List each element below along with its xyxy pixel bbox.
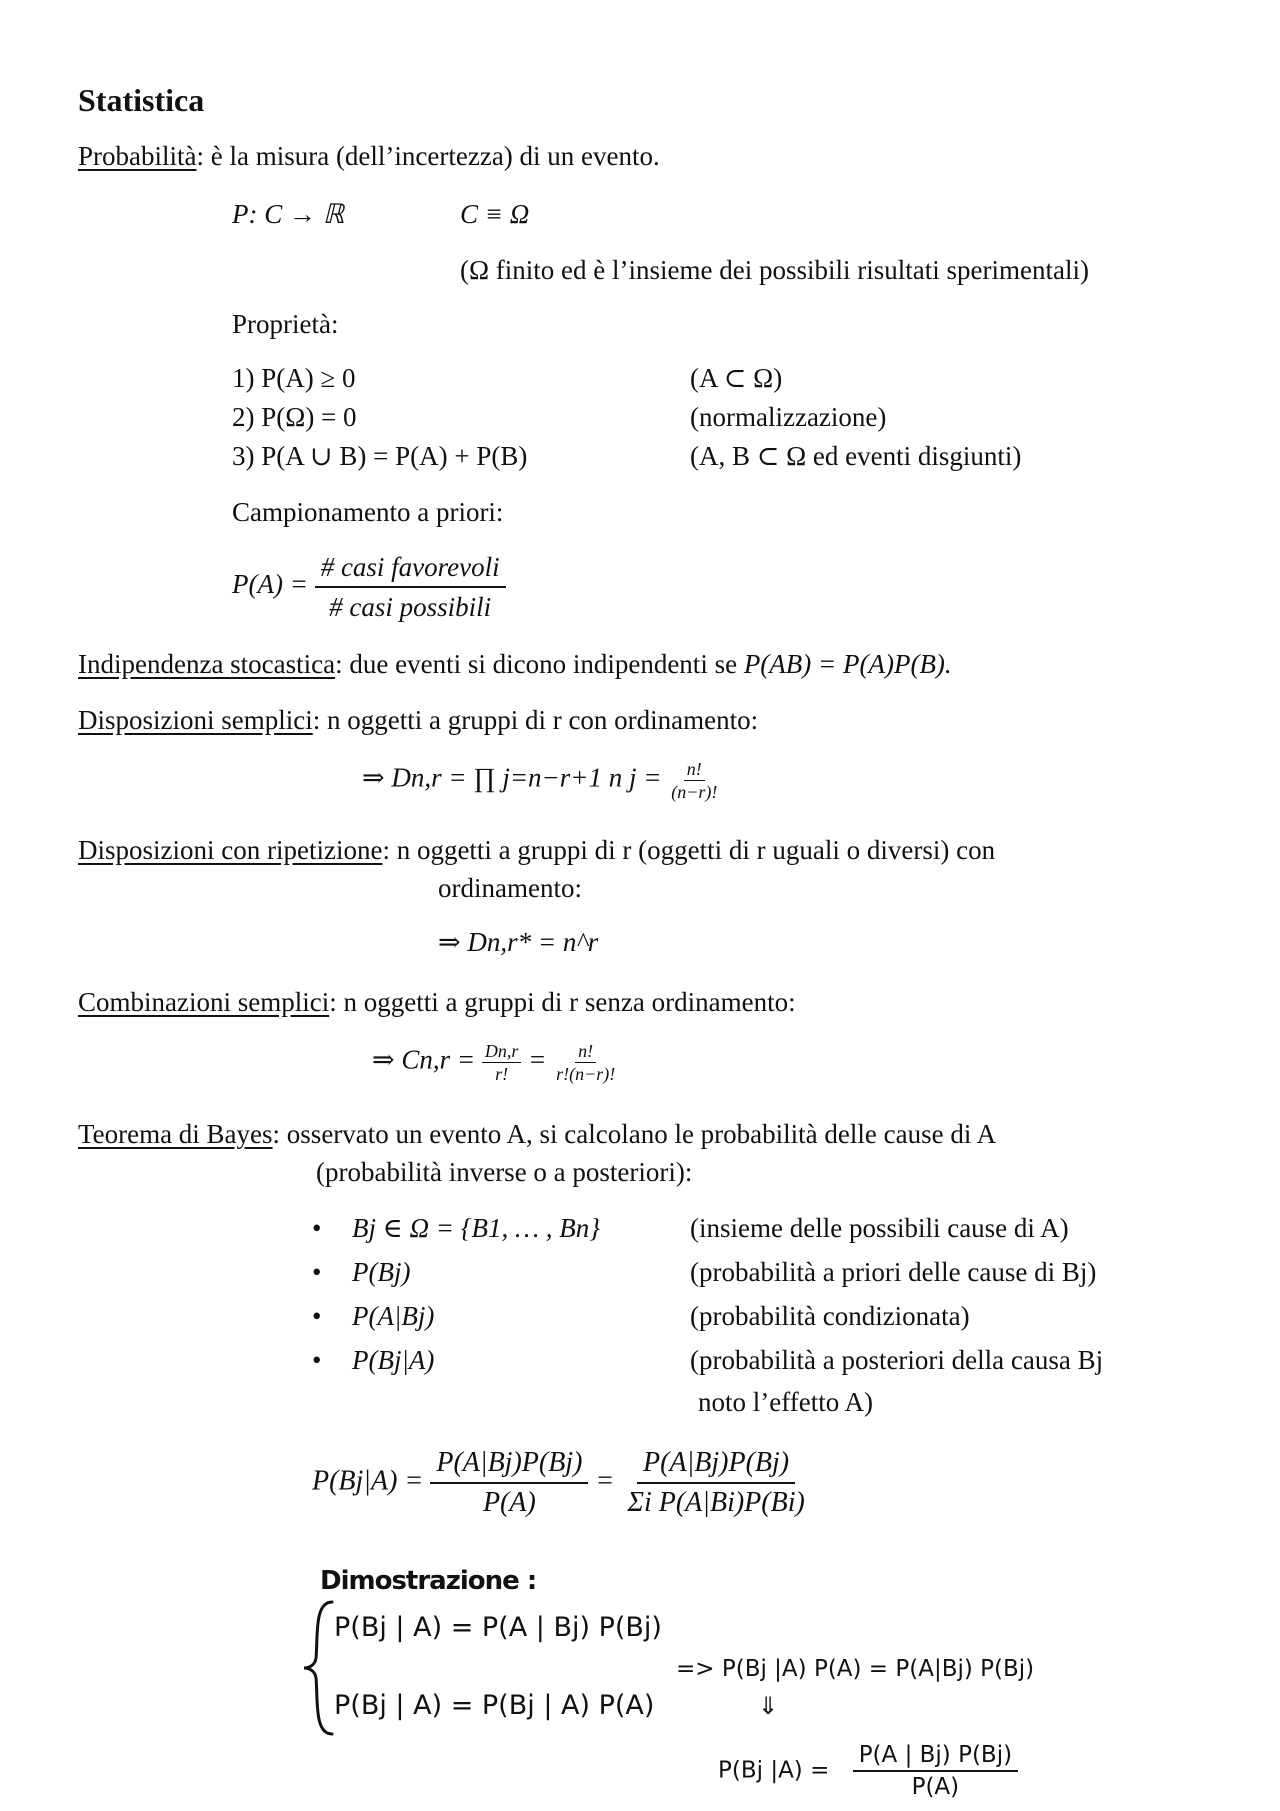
- independence-formula: P(AB) = P(A)P(B).: [743, 649, 952, 679]
- bayes-item-4-formula: P(Bj|A): [352, 1345, 435, 1375]
- simple-dispositions-definition: [78, 704, 758, 736]
- independence-def-text: : due eventi si dicono indipendenti se: [335, 649, 744, 679]
- proof-result: [718, 1740, 1018, 1802]
- bayes-term: Teorema di Bayes: [78, 1119, 273, 1149]
- properties-label: Proprietà:: [232, 309, 339, 339]
- pa-lhs: P(A) =: [232, 569, 308, 600]
- bayes-lhs: P(Bj|A) =: [312, 1465, 424, 1497]
- proof-result-numerator: P(A | Bj) P(Bj): [853, 1740, 1018, 1772]
- bayes-item-2-formula: P(Bj): [352, 1257, 411, 1287]
- bayes-item-3-note: (probabilità condizionata): [690, 1301, 970, 1331]
- bayes-item-1-bullet: •: [312, 1213, 322, 1243]
- proof-implication: => P(Bj |A) P(A) = P(A|Bj) P(Bj): [676, 1656, 1035, 1682]
- independence-definition: [78, 648, 952, 680]
- simple-dispositions-formula: [362, 758, 720, 803]
- combinations-fraction-1: [482, 1040, 522, 1085]
- repeat-dispositions-def-text: : n oggetti a gruppi di r (oggetti di r uguali o diversi) con: [382, 835, 996, 865]
- bayes-formula: [312, 1444, 811, 1522]
- pa-denominator: # casi possibili: [329, 592, 492, 622]
- bayes-item-4-note: (probabilità a posteriori della causa Bj: [690, 1345, 1104, 1375]
- simple-dispositions-def-text: : n oggetti a gruppi di r con ordinamento:: [312, 705, 759, 735]
- proof-result-lhs: P(Bj |A) =: [718, 1757, 830, 1784]
- simple-dispositions-fraction: [668, 758, 720, 803]
- combinations-term: Combinazioni semplici: [78, 987, 330, 1017]
- property-2-note: (normalizzazione): [690, 402, 887, 432]
- combinations-formula: [372, 1040, 618, 1085]
- simple-dispositions-term: Disposizioni semplici: [78, 705, 313, 735]
- proof-equation-2: P(Bj | A) = P(Bj | A) P(A): [334, 1690, 655, 1721]
- omega-equivalence: C ≡ Ω: [460, 199, 530, 229]
- combinations-lhs: ⇒ Cn,r =: [372, 1044, 476, 1075]
- simple-dispositions-lhs: ⇒ Dn,r = ∏ j=n−r+1 n j =: [362, 762, 662, 793]
- probability-map: P: C → ℝ: [232, 199, 345, 229]
- pa-fraction: [315, 548, 506, 626]
- proof-down-arrow: ⇓: [758, 1692, 779, 1720]
- bayes-definition: [78, 1118, 996, 1150]
- combinations-f1-numerator: Dn,r: [482, 1040, 522, 1063]
- proof-result-denominator: P(A): [911, 1774, 960, 1800]
- bayes-f1-numerator: P(A|Bj)P(Bj): [430, 1444, 588, 1484]
- bayes-item-3-formula: P(A|Bj): [352, 1301, 435, 1331]
- pa-numerator: # casi favorevoli: [315, 548, 506, 588]
- bayes-def-text: : osservato un evento A, si calcolano le probabilità delle cause di A: [272, 1119, 997, 1149]
- combinations-f1-denominator: r!: [495, 1064, 509, 1084]
- repeat-dispositions-term: Disposizioni con ripetizione: [78, 835, 383, 865]
- bayes-f2-numerator: P(A|Bj)P(Bj): [637, 1444, 795, 1484]
- probability-term: Probabilità: [78, 141, 197, 171]
- bayes-item-1-note: (insieme delle possibili cause di A): [690, 1213, 1069, 1243]
- combinations-definition: [78, 986, 796, 1018]
- property-3-formula: 3) P(A ∪ B) = P(A) + P(B): [232, 441, 528, 471]
- repeat-dispositions-definition: [78, 834, 995, 866]
- campionamento-label: Campionamento a priori:: [232, 497, 504, 527]
- probability-definition: [78, 140, 660, 172]
- bayes-fraction-2: [621, 1444, 811, 1522]
- equals-sign: =: [528, 1044, 547, 1075]
- property-1-note: (A ⊂ Ω): [690, 363, 783, 393]
- combinations-f2-numerator: n!: [575, 1040, 596, 1063]
- combinations-def-text: : n oggetti a gruppi di r senza ordinamento:: [329, 987, 796, 1017]
- page-title: Statistica: [78, 82, 205, 118]
- bayes-item-2-note: (probabilità a priori delle cause di Bj): [690, 1257, 1097, 1287]
- property-1-formula: 1) P(A) ≥ 0: [232, 363, 356, 393]
- equals-sign: =: [595, 1465, 615, 1497]
- combinations-f2-denominator: r!(n−r)!: [556, 1064, 616, 1084]
- independence-term: Indipendenza stocastica: [78, 649, 336, 679]
- simple-dispositions-numerator: n!: [684, 758, 705, 781]
- bayes-item-4-bullet: •: [312, 1345, 322, 1375]
- bayes-fraction-1: [430, 1444, 588, 1522]
- omega-note: (Ω finito ed è l’insieme dei possibili risultati sperimentali): [460, 255, 1089, 285]
- bayes-f1-denominator: P(A): [482, 1487, 536, 1518]
- proof-title: Dimostrazione :: [320, 1566, 537, 1596]
- simple-dispositions-denominator: (n−r)!: [671, 782, 718, 802]
- repeat-dispositions-def-cont: ordinamento:: [438, 873, 582, 903]
- bayes-item-4-note-cont: noto l’effetto A): [698, 1387, 873, 1417]
- bayes-f2-denominator: Σi P(A|Bi)P(Bi): [627, 1487, 805, 1518]
- probability-def-text: : è la misura (dell’incertezza) di un evento.: [196, 141, 660, 171]
- combinations-fraction-2: [553, 1040, 618, 1085]
- proof-result-fraction: [853, 1740, 1018, 1802]
- pa-formula: [232, 548, 506, 626]
- bayes-item-2-bullet: •: [312, 1257, 322, 1287]
- proof-equation-1: P(Bj | A) = P(A | Bj) P(Bj): [334, 1612, 662, 1643]
- bayes-item-3-bullet: •: [312, 1301, 322, 1331]
- repeat-dispositions-formula: ⇒ Dn,r* = n^r: [438, 927, 599, 957]
- property-3-note: (A, B ⊂ Ω ed eventi disgiunti): [690, 441, 1022, 471]
- bayes-item-1-formula: Bj ∈ Ω = {B1, … , Bn}: [352, 1213, 601, 1243]
- property-2-formula: 2) P(Ω) = 0: [232, 402, 357, 432]
- bayes-def-cont: (probabilità inverse o a posteriori):: [316, 1157, 693, 1187]
